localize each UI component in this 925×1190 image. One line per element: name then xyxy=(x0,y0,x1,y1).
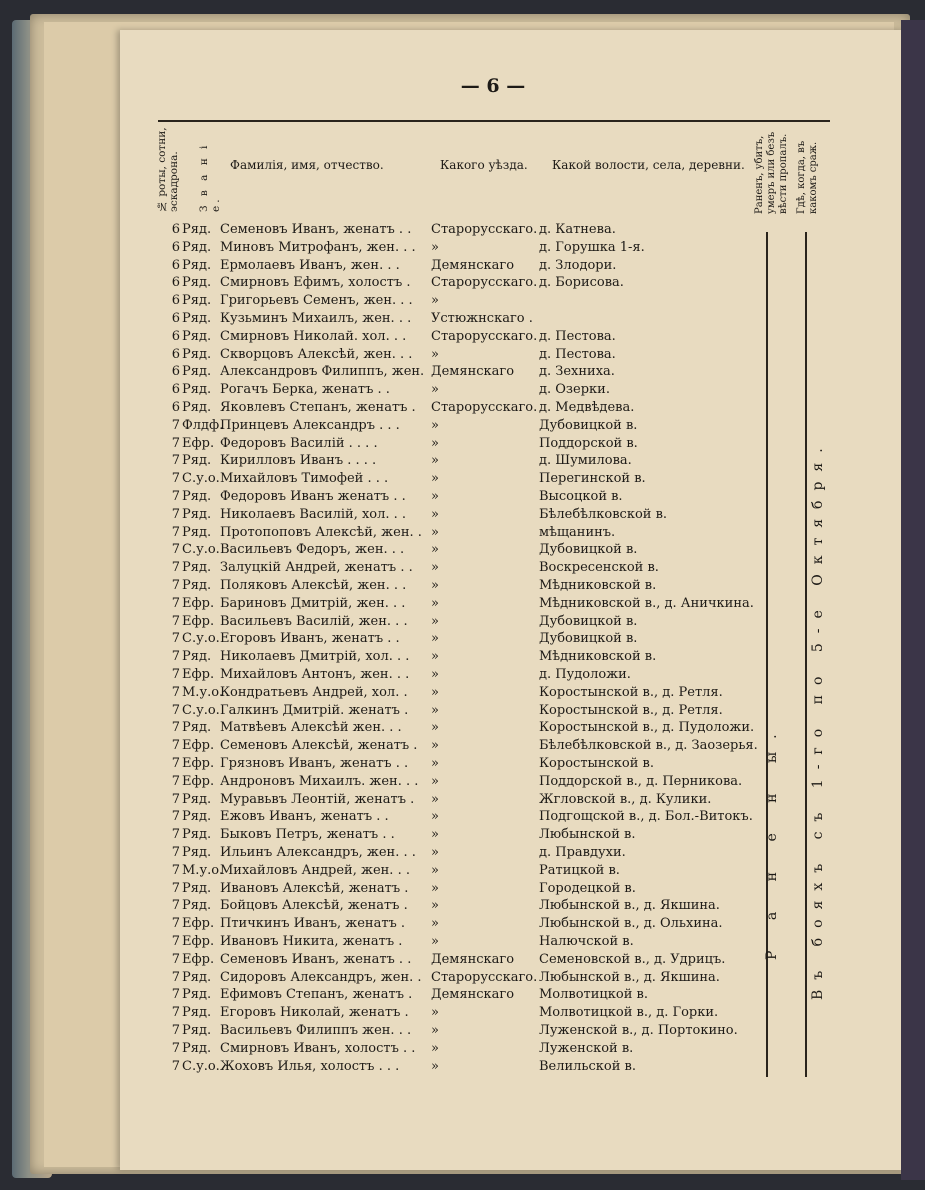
cell-company-number: 6 xyxy=(171,257,180,273)
cell-full-name: Галкинъ Дмитрій. женатъ . xyxy=(220,702,409,718)
cell-district: » xyxy=(431,702,439,718)
table-row xyxy=(158,382,758,400)
cell-company-number: 6 xyxy=(171,293,180,309)
cell-place: Мѣдниковской в. xyxy=(539,578,657,593)
cell-district: » xyxy=(431,595,439,611)
cell-full-name: Григорьевъ Семенъ, жен. . . xyxy=(220,293,413,309)
cell-rank: Ряд. xyxy=(182,1023,212,1038)
cell-rank: Ряд. xyxy=(182,809,212,825)
cell-district: » xyxy=(431,578,439,593)
cell-company-number: 7 xyxy=(171,702,180,718)
cell-district: » xyxy=(431,1005,439,1021)
cell-rank: Ряд. xyxy=(182,489,212,504)
cell-company-number: 7 xyxy=(171,951,180,967)
cell-place: Подгощской в., д. Бол.-Витокъ. xyxy=(539,809,753,825)
table-row xyxy=(158,347,758,365)
cell-company-number: 6 xyxy=(171,382,180,398)
cell-district: » xyxy=(431,880,439,896)
cell-place: Молвотицкой в. xyxy=(539,987,648,1003)
cell-company-number: 6 xyxy=(171,275,180,291)
cell-place: Любынской в. xyxy=(539,827,636,843)
cell-district: » xyxy=(431,435,439,451)
cell-rank: С.у.о. xyxy=(182,631,220,647)
cell-full-name: Егоровъ Николай, женатъ . xyxy=(220,1005,409,1021)
cell-company-number: 7 xyxy=(171,506,180,522)
cell-district: Демянскаго xyxy=(431,987,515,1003)
cell-full-name: Васильевъ Федоръ, жен. . . xyxy=(220,542,405,558)
cell-place: Налючской в. xyxy=(539,934,634,949)
cell-rank: Ряд. xyxy=(182,987,212,1003)
cell-full-name: Яковлевъ Степанъ, женатъ . xyxy=(220,400,416,415)
header-company: № роты, сотни, эскадрона. xyxy=(156,127,180,212)
cell-company-number: 6 xyxy=(171,400,180,415)
table-row xyxy=(158,418,758,436)
cell-rank: Ряд. xyxy=(182,506,212,522)
cell-company-number: 7 xyxy=(171,417,180,433)
cell-rank: Ефр. xyxy=(182,667,215,682)
cell-district: Старорусскаго. xyxy=(431,969,538,985)
cell-place: Бѣлебѣлковской в., д. Заозерья. xyxy=(539,738,758,754)
cell-rank: Ряд. xyxy=(182,845,212,860)
cell-rank: Ряд. xyxy=(182,222,212,237)
cell-full-name: Матвѣевъ Алексѣй жен. . . xyxy=(220,720,402,736)
cell-district: » xyxy=(431,809,439,825)
cell-company-number: 7 xyxy=(171,1005,180,1021)
cell-place: Дубовицкой в. xyxy=(539,542,638,558)
cell-company-number: 7 xyxy=(171,667,180,682)
cell-place: Велильской в. xyxy=(539,1058,636,1074)
table-row xyxy=(158,738,758,756)
cell-full-name: Кузьминъ Михаилъ, жен. . . xyxy=(220,311,412,326)
cell-full-name: Федоровъ Василій . . . . xyxy=(220,435,378,451)
cell-district: » xyxy=(431,1058,439,1074)
cell-company-number: 7 xyxy=(171,827,180,843)
cell-rank: С.у.о. xyxy=(182,471,220,487)
cell-company-number: 7 xyxy=(171,1023,180,1038)
table-row xyxy=(158,525,758,543)
cell-company-number: 6 xyxy=(171,328,180,344)
cell-district: » xyxy=(431,684,439,700)
table-row xyxy=(158,453,758,471)
cell-place: д. Злодори. xyxy=(539,257,617,273)
cell-rank: Ряд. xyxy=(182,293,212,309)
cell-district: » xyxy=(431,738,439,754)
table-row xyxy=(158,631,758,649)
cell-full-name: Михайловъ Андрей, жен. . . xyxy=(220,862,410,878)
header-district: Какого уѣзда. xyxy=(440,158,528,172)
cell-company-number: 7 xyxy=(171,720,180,736)
cell-district: » xyxy=(431,613,439,629)
cell-place: Любынской в., д. Ольхина. xyxy=(539,916,723,932)
cell-full-name: Бойцовъ Алексѣй, женатъ . xyxy=(220,898,408,914)
cell-district: Старорусскаго. xyxy=(431,275,538,291)
cell-district: » xyxy=(431,720,439,736)
cell-company-number: 7 xyxy=(171,862,180,878)
cell-rank: Ряд. xyxy=(182,578,212,593)
cell-rank: Ряд. xyxy=(182,791,212,807)
cell-full-name: Михайловъ Антонъ, жен. . . xyxy=(220,667,410,682)
cell-rank: Ряд. xyxy=(182,346,212,362)
cell-company-number: 7 xyxy=(171,613,180,629)
cell-full-name: Жоховъ Илья, холостъ . . . xyxy=(220,1058,400,1074)
table-row xyxy=(158,863,758,881)
cell-place: д. Правдухи. xyxy=(539,845,626,860)
cell-rank: Ряд. xyxy=(182,453,212,469)
cell-place: д. Катнева. xyxy=(539,222,616,237)
cell-company-number: 7 xyxy=(171,845,180,860)
table-row xyxy=(158,845,758,863)
table-row xyxy=(158,436,758,454)
table-row xyxy=(158,1059,758,1077)
table-row xyxy=(158,293,758,311)
table-row xyxy=(158,774,758,792)
table-row xyxy=(158,703,758,721)
table-row xyxy=(158,614,758,632)
table-row xyxy=(158,329,758,347)
cell-district: » xyxy=(431,1040,439,1056)
table-row xyxy=(158,258,758,276)
cell-full-name: Сидоровъ Александръ, жен. . xyxy=(220,969,422,985)
cell-place: Луженской в. xyxy=(539,1040,634,1056)
cell-place: Коростынской в., д. Пудоложи. xyxy=(539,720,755,736)
table-row xyxy=(158,240,758,258)
cell-place: Поддорской в. xyxy=(539,435,638,451)
cell-place: д. Озерки. xyxy=(539,382,610,398)
table-row xyxy=(158,560,758,578)
cell-district: » xyxy=(431,756,439,771)
cell-place: д. Медвѣдева. xyxy=(539,400,635,415)
table-row xyxy=(158,222,758,240)
cell-district: » xyxy=(431,649,439,665)
cell-full-name: Принцевъ Александръ . . . xyxy=(220,417,400,433)
cell-rank: Ряд. xyxy=(182,400,212,415)
cell-full-name: Семеновъ Иванъ, женатъ . . xyxy=(220,222,412,237)
table-row xyxy=(158,970,758,988)
cell-company-number: 7 xyxy=(171,773,180,789)
cell-full-name: Кондратьевъ Андрей, хол. . xyxy=(220,684,408,700)
cell-place: Дубовицкой в. xyxy=(539,417,638,433)
cell-full-name: Александровъ Филиппъ, жен. xyxy=(220,364,425,380)
table-row xyxy=(158,916,758,934)
cell-district: » xyxy=(431,773,439,789)
cell-rank: Ряд. xyxy=(182,257,212,273)
cell-company-number: 7 xyxy=(171,578,180,593)
cell-rank: Ряд. xyxy=(182,382,212,398)
cell-place: д. Зехниха. xyxy=(539,364,615,380)
cell-company-number: 7 xyxy=(171,934,180,949)
cell-full-name: Ефимовъ Степанъ, женатъ . xyxy=(220,987,413,1003)
cell-full-name: Смирновъ Иванъ, холостъ . . xyxy=(220,1040,416,1056)
table-row xyxy=(158,720,758,738)
table-row xyxy=(158,934,758,952)
cell-rank: Ефр. xyxy=(182,756,215,771)
cell-district: Демянскаго xyxy=(431,364,515,380)
cell-company-number: 7 xyxy=(171,631,180,647)
cell-rank: М.у.о. xyxy=(182,862,224,878)
cell-district: » xyxy=(431,898,439,914)
cell-place: Дубовицкой в. xyxy=(539,631,638,647)
cell-place: Любынской в., д. Якшина. xyxy=(539,969,720,985)
cell-full-name: Залуцкій Андрей, женатъ . . xyxy=(220,560,413,576)
cell-company-number: 7 xyxy=(171,916,180,932)
cell-rank: Ефр. xyxy=(182,435,215,451)
cell-company-number: 7 xyxy=(171,489,180,504)
table-row xyxy=(158,1041,758,1059)
table-row xyxy=(158,542,758,560)
table-row xyxy=(158,275,758,293)
table-row xyxy=(158,578,758,596)
cell-place: Ратицкой в. xyxy=(539,862,620,878)
cell-full-name: Федоровъ Иванъ женатъ . . xyxy=(220,489,406,504)
table-row xyxy=(158,881,758,899)
cell-place: мѣщанинъ. xyxy=(539,524,616,540)
cell-rank: Ряд. xyxy=(182,1040,212,1056)
cell-district: » xyxy=(431,667,439,682)
cell-full-name: Кирилловъ Иванъ . . . . xyxy=(220,453,377,469)
cell-full-name: Николаевъ Дмитрій, хол. . . xyxy=(220,649,410,665)
cell-district: Демянскаго xyxy=(431,951,515,967)
table-row xyxy=(158,952,758,970)
cell-company-number: 7 xyxy=(171,987,180,1003)
header-battle: Гдѣ, когда, въ какомъ сраж. xyxy=(796,140,819,214)
cell-rank: Ефр. xyxy=(182,934,215,949)
cell-full-name: Поляковъ Алексѣй, жен. . . xyxy=(220,578,407,593)
cell-district: Старорусскаго. xyxy=(431,328,538,344)
cell-district: » xyxy=(431,489,439,504)
cell-district: » xyxy=(431,560,439,576)
cell-full-name: Птичкинъ Иванъ, женатъ . xyxy=(220,916,406,932)
cell-district: » xyxy=(431,506,439,522)
cell-rank: Ряд. xyxy=(182,560,212,576)
cell-district: » xyxy=(431,934,439,949)
cell-company-number: 7 xyxy=(171,898,180,914)
cell-place: Коростынской в. xyxy=(539,756,655,771)
table-row xyxy=(158,685,758,703)
cell-district: » xyxy=(431,827,439,843)
table-row xyxy=(158,1023,758,1041)
cell-district: » xyxy=(431,862,439,878)
table-row xyxy=(158,471,758,489)
cell-place: Перегинской в. xyxy=(539,471,646,487)
cell-full-name: Васильевъ Василій, жен. . . xyxy=(220,613,408,629)
cell-full-name: Васильевъ Филиппъ жен. . . xyxy=(220,1023,412,1038)
cell-full-name: Николаевъ Василій, хол. . . xyxy=(220,506,407,522)
cell-district: » xyxy=(431,1023,439,1038)
cell-full-name: Ежовъ Иванъ, женатъ . . xyxy=(220,809,389,825)
cell-district: » xyxy=(431,916,439,932)
cell-full-name: Ивановъ Алексѣй, женатъ . xyxy=(220,880,409,896)
cell-company-number: 7 xyxy=(171,756,180,771)
cell-place: д. Шумилова. xyxy=(539,453,632,469)
cell-full-name: Егоровъ Иванъ, женатъ . . xyxy=(220,631,400,647)
cell-rank: Ряд. xyxy=(182,969,212,985)
table-row xyxy=(158,827,758,845)
cell-place: Жгловской в., д. Кулики. xyxy=(539,791,712,807)
table-row xyxy=(158,507,758,525)
cell-full-name: Муравьвъ Леонтій, женатъ . xyxy=(220,791,415,807)
table-row xyxy=(158,987,758,1005)
cell-full-name: Смирновъ Ефимъ, холостъ . xyxy=(220,275,411,291)
cell-place: д. Пудоложи. xyxy=(539,667,631,682)
cell-place: Любынской в., д. Якшина. xyxy=(539,898,720,914)
cell-district: Устюжнскаго . xyxy=(431,311,533,326)
cell-place: Луженской в., д. Портокино. xyxy=(539,1023,738,1038)
cell-district: » xyxy=(431,293,439,309)
cell-place: Высоцкой в. xyxy=(539,489,623,504)
cell-full-name: Протопоповъ Алексѣй, жен. . xyxy=(220,524,422,540)
cell-company-number: 7 xyxy=(171,1058,180,1074)
cell-district: » xyxy=(431,791,439,807)
cell-rank: Ряд. xyxy=(182,1005,212,1021)
cell-district: » xyxy=(431,845,439,860)
cell-rank: Ефр. xyxy=(182,951,215,967)
cell-rank: Ефр. xyxy=(182,613,215,629)
cell-rank: Ряд. xyxy=(182,827,212,843)
cell-district: Старорусскаго. xyxy=(431,400,538,415)
cell-place: д. Горушка 1-я. xyxy=(539,239,645,255)
cell-district: Демянскаго xyxy=(431,257,515,273)
cell-district: Старорусскаго. xyxy=(431,222,538,237)
cell-place: д. Пестова. xyxy=(539,346,616,362)
cell-place: Семеновской в., д. Удрицъ. xyxy=(539,951,726,967)
cell-rank: М.у.о. xyxy=(182,684,224,700)
cell-rank: Ряд. xyxy=(182,239,212,255)
cell-district: » xyxy=(431,239,439,255)
cell-place: Мѣдниковской в., д. Аничкина. xyxy=(539,595,754,611)
cell-place: Воскресенской в. xyxy=(539,560,659,576)
header-place: Какой волости, села, деревни. xyxy=(552,158,745,172)
cell-company-number: 6 xyxy=(171,239,180,255)
table-row xyxy=(158,792,758,810)
cell-company-number: 7 xyxy=(171,649,180,665)
cell-company-number: 7 xyxy=(171,524,180,540)
table-row xyxy=(158,809,758,827)
cell-district: » xyxy=(431,453,439,469)
cell-place: Мѣдниковской в. xyxy=(539,649,657,665)
cell-full-name: Семеновъ Алексѣй, женатъ . xyxy=(220,738,418,754)
table-row xyxy=(158,667,758,685)
page-number: — 6 — xyxy=(460,75,526,97)
cell-company-number: 7 xyxy=(171,560,180,576)
cell-rank: Ряд. xyxy=(182,275,212,291)
cell-rank: Ефр. xyxy=(182,916,215,932)
table-row xyxy=(158,649,758,667)
table-row xyxy=(158,364,758,382)
cell-district: » xyxy=(431,471,439,487)
cell-district: » xyxy=(431,542,439,558)
cell-company-number: 6 xyxy=(171,311,180,326)
cell-company-number: 6 xyxy=(171,222,180,237)
cell-full-name: Ильинъ Александръ, жен. . . xyxy=(220,845,416,860)
cell-place: Поддорской в., д. Перникова. xyxy=(539,773,743,789)
cell-company-number: 7 xyxy=(171,791,180,807)
cell-place: д. Борисова. xyxy=(539,275,624,291)
table-row xyxy=(158,489,758,507)
cell-company-number: 7 xyxy=(171,684,180,700)
battle-bracket-line xyxy=(805,232,807,1077)
cell-company-number: 7 xyxy=(171,1040,180,1056)
cell-full-name: Ивановъ Никита, женатъ . xyxy=(220,934,403,949)
cell-full-name: Семеновъ Иванъ, женатъ . . xyxy=(220,951,412,967)
cell-full-name: Ермолаевъ Иванъ, жен. . . xyxy=(220,257,400,273)
cell-company-number: 7 xyxy=(171,542,180,558)
cell-company-number: 7 xyxy=(171,880,180,896)
cell-rank: Ефр. xyxy=(182,595,215,611)
cell-district: » xyxy=(431,417,439,433)
table-row xyxy=(158,311,758,329)
battle-vertical-text: Въ бояхъ съ 1-го по 5-е Октября. xyxy=(810,438,826,1000)
cell-company-number: 7 xyxy=(171,435,180,451)
table-row xyxy=(158,1005,758,1023)
cell-company-number: 6 xyxy=(171,346,180,362)
table-row xyxy=(158,898,758,916)
cell-full-name: Скворцовъ Алексѣй, жен. . . xyxy=(220,346,413,362)
header-rank: З в а н і е. xyxy=(198,142,222,212)
cell-district: » xyxy=(431,631,439,647)
cell-company-number: 7 xyxy=(171,595,180,611)
cell-company-number: 7 xyxy=(171,969,180,985)
cell-full-name: Михайловъ Тимофей . . . xyxy=(220,471,389,487)
cell-place: Коростынской в., д. Ретля. xyxy=(539,702,723,718)
cell-rank: Ефр. xyxy=(182,773,215,789)
cell-place: Дубовицкой в. xyxy=(539,613,638,629)
cell-place: д. Пестова. xyxy=(539,328,616,344)
cell-rank: С.у.о. xyxy=(182,1058,220,1074)
cell-place: Коростынской в., д. Ретля. xyxy=(539,684,723,700)
cell-district: » xyxy=(431,382,439,398)
table-row xyxy=(158,596,758,614)
cell-company-number: 7 xyxy=(171,471,180,487)
cell-company-number: 7 xyxy=(171,453,180,469)
cell-full-name: Грязновъ Иванъ, женатъ . . xyxy=(220,756,409,771)
cell-place: Городецкой в. xyxy=(539,880,636,896)
header-rule-top xyxy=(158,120,830,122)
cell-company-number: 7 xyxy=(171,809,180,825)
cell-full-name: Миновъ Митрофанъ, жен. . . xyxy=(220,239,416,255)
cell-full-name: Рогачъ Берка, женатъ . . xyxy=(220,382,390,398)
table-row xyxy=(158,756,758,774)
cell-rank: Ряд. xyxy=(182,898,212,914)
cell-rank: Ефр. xyxy=(182,738,215,754)
cell-rank: Флдф. xyxy=(182,417,224,433)
cell-full-name: Андроновъ Михаилъ. жен. . . xyxy=(220,773,419,789)
cell-place: Молвотицкой в., д. Горки. xyxy=(539,1005,719,1021)
cell-full-name: Быковъ Петръ, женатъ . . xyxy=(220,827,395,843)
book-cover-edge xyxy=(901,20,925,1180)
cell-rank: Ряд. xyxy=(182,720,212,736)
cell-rank: Ряд. xyxy=(182,364,212,380)
cell-rank: С.у.о. xyxy=(182,702,220,718)
cell-place: Бѣлебѣлковской в. xyxy=(539,506,668,522)
cell-rank: Ряд. xyxy=(182,311,212,326)
table-row xyxy=(158,400,758,418)
cell-district: » xyxy=(431,524,439,540)
cell-rank: Ряд. xyxy=(182,880,212,896)
cell-company-number: 7 xyxy=(171,738,180,754)
cell-district: » xyxy=(431,346,439,362)
cell-full-name: Смирновъ Николай. хол. . . xyxy=(220,328,407,344)
header-name: Фамилія, имя, отчество. xyxy=(230,158,384,172)
cell-rank: Ряд. xyxy=(182,524,212,540)
status-vertical-text: Р а н е н ы. xyxy=(764,721,780,960)
cell-company-number: 6 xyxy=(171,364,180,380)
cell-rank: С.у.о. xyxy=(182,542,220,558)
cell-rank: Ряд. xyxy=(182,649,212,665)
cell-full-name: Бариновъ Дмитрій, жен. . . xyxy=(220,595,406,611)
header-status: Раненъ, убитъ, умеръ или безъ вѣсти пропалъ. xyxy=(754,131,789,214)
cell-rank: Ряд. xyxy=(182,328,212,344)
